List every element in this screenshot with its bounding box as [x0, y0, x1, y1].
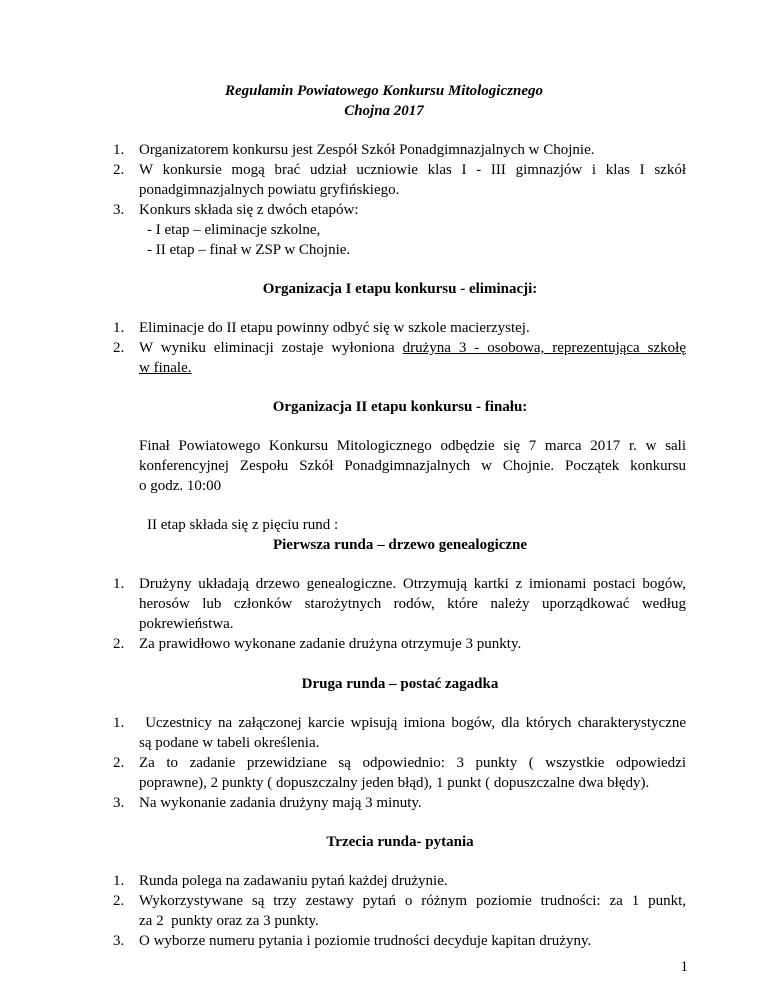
list-item-line: Drużyny układają drzewo genealogiczne. Otrzymują kartki z imionami postaci bogów,	[139, 576, 686, 592]
list-item-line: Konkurs składa się z dwóch etapów:	[139, 202, 359, 218]
list-item	[139, 318, 686, 338]
section-heading: Organizacja I etapu konkursu - eliminacji:	[262, 281, 538, 297]
underlined-text: drużyna 3 - osobowa, reprezentująca szkołę	[402, 340, 686, 356]
list-item-line: poprawne), 2 punkty ( dopuszczalny jeden błąd), 1 punkt ( dopuszczalne dwa błędy).	[139, 775, 650, 791]
round-heading: Druga runda – postać zagadka	[301, 676, 499, 692]
paragraph	[139, 436, 686, 496]
list-item-line: za 2 punkty oraz za 3 punkty.	[139, 913, 319, 929]
list-number: 1.	[113, 873, 125, 889]
list-item-line: Za prawidłowo wykonane zadanie drużyna otrzymuje 3 punkty.	[139, 636, 522, 652]
list-number: 2.	[113, 755, 125, 771]
list-number: 1.	[113, 320, 125, 336]
list-number: 1.	[113, 715, 125, 731]
list-number: 2.	[113, 340, 125, 356]
list-item-line: są podane w tabeli określenia.	[139, 735, 320, 751]
list-item-line: Na wykonanie zadania drużyny mają 3 minuty.	[139, 795, 422, 811]
section-heading: Organizacja II etapu konkursu - finału:	[272, 399, 528, 415]
list-number: 3.	[113, 795, 125, 811]
list-item-line: W konkursie mogą brać udział uczniowie klas I - III gimnazjów i klas I szkół	[139, 162, 686, 178]
rounds-intro: II etap składa się z pięciu rund :	[147, 517, 339, 533]
list-item-line: Organizatorem konkursu jest Zespół Szkół Ponadgimnazjalnych w Chojnie.	[139, 142, 595, 158]
list-item	[139, 871, 686, 891]
underlined-text: w finale.	[139, 360, 192, 376]
list-item	[139, 713, 686, 753]
list-number: 3.	[113, 933, 125, 949]
paragraph-line: konferencyjnej Zespołu Szkół Ponadgimnazjalnych w Chojnie. Początek konkursu	[139, 458, 686, 474]
list-item	[139, 793, 686, 813]
list-item-line: pokrewieństwa.	[139, 616, 234, 632]
list-item-line: O wyborze numeru pytania i poziomie trudności decyduje kapitan drużyny.	[139, 933, 592, 949]
stage-item: - I etap – eliminacje szkolne,	[147, 222, 321, 238]
round-heading: Trzecia runda- pytania	[326, 834, 474, 850]
list-number: 1.	[113, 576, 125, 592]
paragraph-line: Finał Powiatowego Konkursu Mitologicznego odbędzie się 7 marca 2017 r. w sali	[139, 438, 686, 454]
list-item	[139, 160, 686, 200]
list-item-line: ponadgimnazjalnych powiatu gryfińskiego.	[139, 182, 400, 198]
list-item-text: W wyniku eliminacji zostaje wyłoniona	[139, 340, 403, 356]
list-item	[139, 891, 686, 931]
list-item-line	[139, 358, 686, 378]
list-item-line: Za to zadanie przewidziane są odpowiednio: 3 punkty ( wszystkie odpowiedzi	[139, 755, 686, 771]
list-item-line: herosów lub członków starożytnych rodów, które należy uporządkować według	[139, 596, 686, 612]
document-subtitle: Chojna 2017	[344, 103, 424, 119]
list-number: 1.	[113, 142, 125, 158]
list-item	[139, 931, 686, 951]
list-item-line: Runda polega na zadawaniu pytań każdej drużynie.	[139, 873, 448, 889]
list-item	[139, 634, 686, 654]
page-number: 1	[680, 959, 688, 975]
paragraph-line: o godz. 10:00	[139, 478, 222, 494]
list-item-line: Uczestnicy na załączonej karcie wpisują imiona bogów, dla których charakterystyczne	[139, 715, 686, 731]
document-title: Regulamin Powiatowego Konkursu Mitologicznego	[225, 83, 543, 99]
list-number: 2.	[113, 636, 125, 652]
round-heading: Pierwsza runda – drzewo genealogiczne	[272, 537, 528, 553]
list-number: 2.	[113, 162, 125, 178]
list-item	[139, 140, 686, 160]
list-item-line: Eliminacje do II etapu powinny odbyć się w szkole macierzystej.	[139, 320, 530, 336]
list-number: 2.	[113, 893, 125, 909]
list-item	[139, 753, 686, 793]
stage-item: - II etap – finał w ZSP w Chojnie.	[147, 242, 351, 258]
list-item	[139, 574, 686, 634]
list-number: 3.	[113, 202, 125, 218]
list-item	[139, 338, 686, 378]
list-item-line: Wykorzystywane są trzy zestawy pytań o różnym poziomie trudności: za 1 punkt,	[139, 893, 686, 909]
list-item	[139, 200, 686, 220]
list-item-line	[139, 338, 686, 358]
